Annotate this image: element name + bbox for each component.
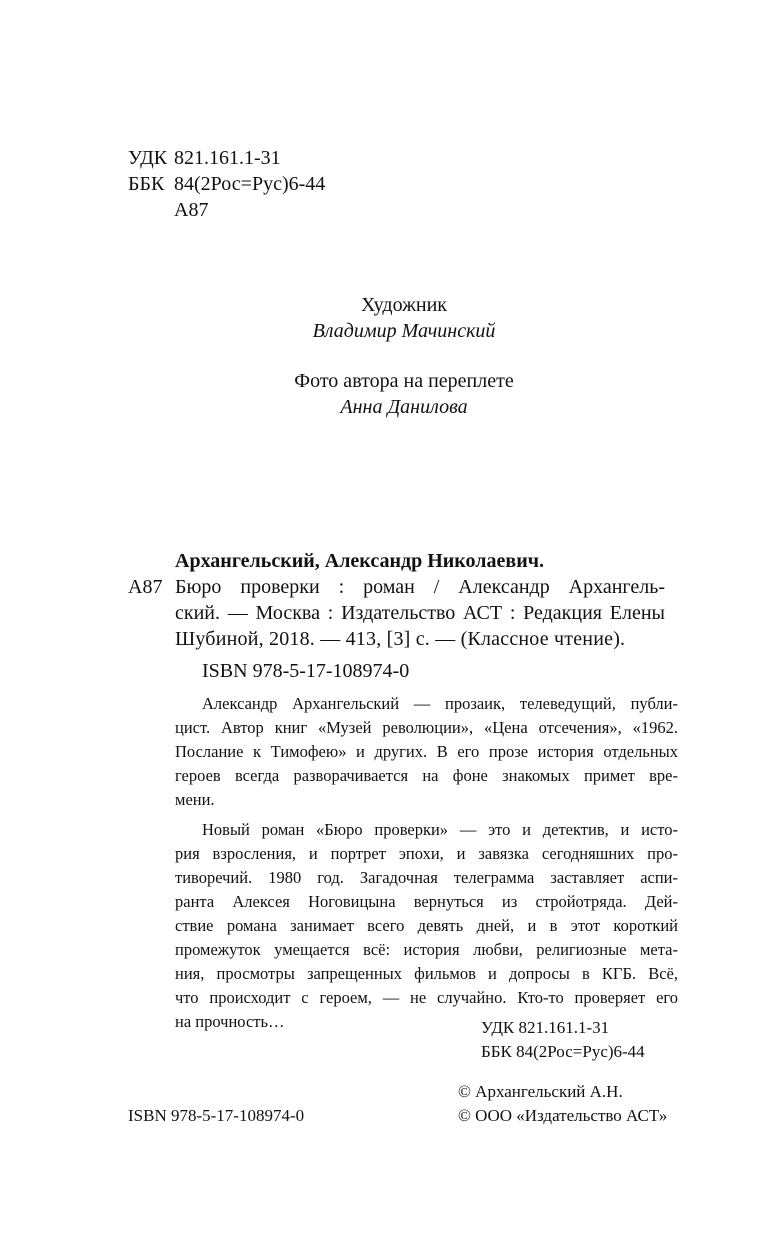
- annotation-line: героев всегда разворачивается на фоне знакомых примет вре-: [175, 766, 678, 785]
- annotation-line: Послание к Тимофею» и других. В его прозе история отдельных: [175, 742, 678, 761]
- bib-line: ский. — Москва : Издательство АСТ : Редакция Елены: [175, 602, 665, 624]
- bib-line: Шубиной, 2018. — 413, [3] с. — (Классное чтение).: [175, 628, 626, 650]
- annotation-line: что происходит с героем, — не случайно. Кто-то проверяет его: [175, 988, 678, 1007]
- udk-value: 821.161.1-31: [174, 147, 281, 169]
- annotation-line: промежуток умещается всё: история любви, религиозные мета-: [175, 940, 678, 959]
- bbk-value: 84(2Рос=Рус)6-44: [174, 173, 326, 195]
- author-mark-bib: А87: [128, 576, 163, 598]
- bib-heading: Архангельский, Александр Николаевич.: [175, 550, 544, 572]
- photo-role: Фото автора на переплете: [294, 370, 514, 392]
- udk-line: [128, 146, 281, 171]
- annotation-line: ствие романа занимает всего девять дней, и в этот короткий: [175, 916, 678, 935]
- bib-isbn: ISBN 978-5-17-108974-0: [202, 660, 410, 682]
- artist-name: Владимир Мачинский: [312, 320, 496, 342]
- bbk-line: [128, 172, 325, 197]
- annotation-line: Александр Архангельский — прозаик, телеведущий, публи-: [202, 694, 678, 713]
- annotation-line: ния, просмотры запрещенных фильмов и допросы в КГБ. Всё,: [175, 964, 678, 983]
- annotation-line: на прочность…: [175, 1012, 285, 1031]
- artist-role: Художник: [360, 294, 448, 316]
- annotation-line: рия взросления, и портрет эпохи, и завязка сегодняшних про-: [175, 844, 678, 863]
- bbk-label: ББК: [128, 173, 165, 195]
- annotation-line: ранта Алексея Ноговицына вернуться из стройотряда. Дей-: [175, 892, 678, 911]
- copyright-author: © Архангельский А.Н.: [458, 1082, 623, 1101]
- annotation-line: Новый роман «Бюро проверки» — это и детектив, и исто-: [202, 820, 678, 839]
- udk-label: УДК: [128, 147, 168, 169]
- annotation-line: цист. Автор книг «Музей революции», «Цена отсечения», «1962.: [175, 718, 678, 737]
- bottom-udk: УДК 821.161.1-31: [481, 1018, 610, 1037]
- footer-isbn: ISBN 978-5-17-108974-0: [128, 1106, 305, 1125]
- copyright-publisher: © ООО «Издательство АСТ»: [458, 1106, 668, 1125]
- annotation-line: тиворечий. 1980 год. Загадочная телеграмма заставляет аспи-: [175, 868, 678, 887]
- photo-name: Анна Данилова: [340, 396, 468, 418]
- annotation-line: мени.: [175, 790, 215, 809]
- author-mark-top: А87: [174, 199, 209, 221]
- bottom-bbk: ББК 84(2Рос=Рус)6-44: [481, 1042, 645, 1061]
- bib-line: Бюро проверки : роман / Александр Архангель-: [175, 576, 665, 598]
